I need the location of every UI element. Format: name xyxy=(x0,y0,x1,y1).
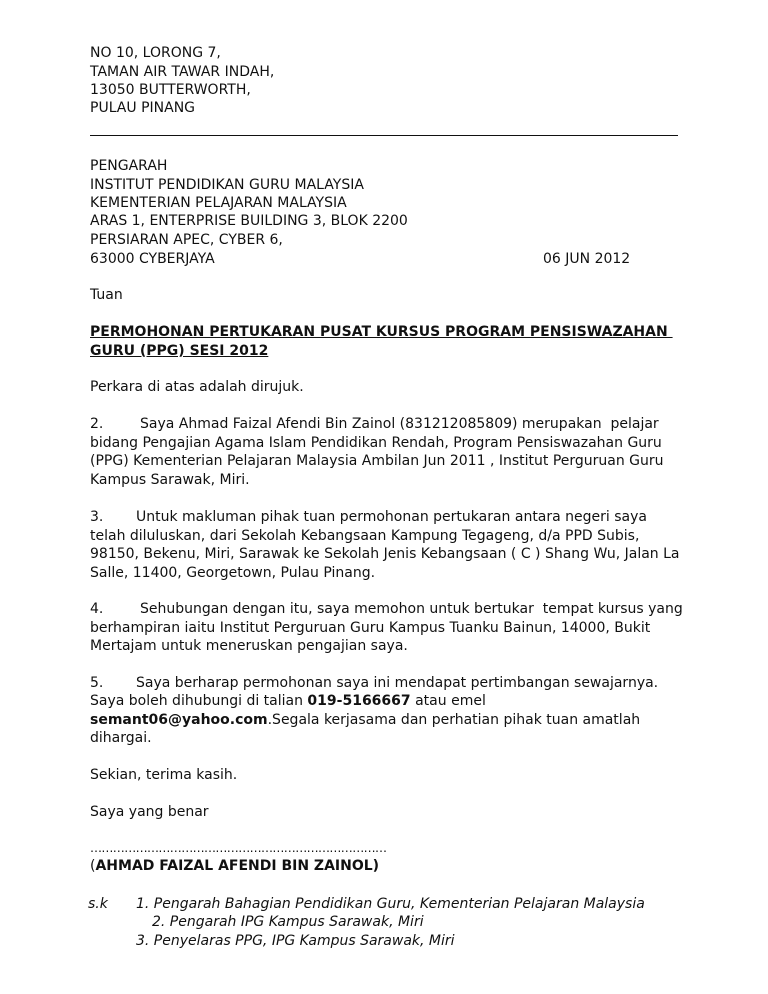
para-3-line-1 xyxy=(90,508,647,526)
sender-address-line-2: TAMAN AIR TAWAR INDAH, xyxy=(90,64,275,80)
cc-label: s.k xyxy=(88,896,108,912)
para-5-closing-text: .Segala kerjasama dan perhatian pihak tuan amatlah xyxy=(267,712,641,728)
para-5-line-2 xyxy=(90,692,486,710)
recipient-line-3: KEMENTERIAN PELAJARAN MALAYSIA xyxy=(90,195,347,211)
para-2-line-4: Kampus Sarawak, Miri. xyxy=(90,472,250,488)
cc-item-1: 1. Pengarah Bahagian Pendidikan Guru, Kementerian Pelajaran Malaysia xyxy=(136,896,645,912)
para-5-contact-text: Saya boleh dihubungi di talian xyxy=(90,693,308,709)
para-4-line-3: Mertajam untuk meneruskan pengajian saya. xyxy=(90,638,408,654)
subject-line-2: GURU (PPG) SESI 2012 xyxy=(90,343,269,359)
para-5-line-1 xyxy=(90,674,658,692)
reference-line: Perkara di atas adalah dirujuk. xyxy=(90,379,304,395)
recipient-line-4: ARAS 1, ENTERPRISE BUILDING 3, BLOK 2200 xyxy=(90,213,408,229)
recipient-line-6: 63000 CYBERJAYA xyxy=(90,251,215,267)
sender-address-line-4: PULAU PINANG xyxy=(90,100,196,116)
header-divider xyxy=(90,135,678,136)
recipient-line-2: INSTITUT PENDIDIKAN GURU MALAYSIA xyxy=(90,177,364,193)
para-2-line-2: bidang Pengajian Agama Islam Pendidikan Rendah, Program Pensiswazahan Guru xyxy=(90,435,662,451)
para-5-text: Saya berharap permohonan saya ini mendapat pertimbangan sewajarnya. xyxy=(136,675,659,691)
para-4-line-1 xyxy=(90,600,683,618)
signatory-name-line xyxy=(90,857,379,875)
para-4-text: Sehubungan dengan itu, saya memohon untuk bertukar tempat kursus yang xyxy=(140,601,683,617)
para-2-text: Saya Ahmad Faizal Afendi Bin Zainol (831212085809) merupakan pelajar xyxy=(140,416,659,432)
para-2-number: 2. xyxy=(90,416,104,432)
cc-item-2: 2. Pengarah IPG Kampus Sarawak, Miri xyxy=(152,914,424,930)
subject-line-1: PERMOHONAN PERTUKARAN PUSAT KURSUS PROGRAM PENSISWAZAHAN xyxy=(90,324,673,340)
letter-date: 06 JUN 2012 xyxy=(543,251,631,267)
para-5-email-lead: atau emel xyxy=(410,693,486,709)
para-2-line-1 xyxy=(90,415,659,433)
signature-line: …………………………………………………………………… xyxy=(90,841,387,855)
closing-sincerely: Saya yang benar xyxy=(90,804,209,820)
sender-address-line-1: NO 10, LORONG 7, xyxy=(90,45,221,61)
para-3-line-2: telah diluluskan, dari Sekolah Kebangsaan Kampung Tegageng, d/a PPD Subis, xyxy=(90,528,640,544)
para-3-line-4: Salle, 11400, Georgetown, Pulau Pinang. xyxy=(90,565,376,581)
cc-item-3: 3. Penyelaras PPG, IPG Kampus Sarawak, Miri xyxy=(136,933,455,949)
para-4-number: 4. xyxy=(90,601,104,617)
phone-number: 019-5166667 xyxy=(307,693,411,709)
para-3-line-3: 98150, Bekenu, Miri, Sarawak ke Sekolah Jenis Kebangsaan ( C ) Shang Wu, Jalan La xyxy=(90,546,680,562)
recipient-line-1: PENGARAH xyxy=(90,158,168,174)
closing-thanks: Sekian, terima kasih. xyxy=(90,767,238,783)
sender-address-line-3: 13050 BUTTERWORTH, xyxy=(90,82,251,98)
para-3-text: Untuk makluman pihak tuan permohonan pertukaran antara negeri saya xyxy=(136,509,647,525)
signatory-name: AHMAD FAIZAL AFENDI BIN ZAINOL) xyxy=(95,858,380,874)
recipient-line-5: PERSIARAN APEC, CYBER 6, xyxy=(90,232,283,248)
para-3-number: 3. xyxy=(90,509,104,525)
email-address: semant06@yahoo.com xyxy=(90,712,268,728)
signatory-paren: ( xyxy=(90,858,96,874)
para-4-line-2: berhampiran iaitu Institut Perguruan Guru Kampus Tuanku Bainun, 14000, Bukit xyxy=(90,620,651,636)
para-5-line-3 xyxy=(90,711,640,729)
salutation: Tuan xyxy=(90,287,123,303)
para-5-line-4: dihargai. xyxy=(90,730,152,746)
para-5-number: 5. xyxy=(90,675,104,691)
para-2-line-3: (PPG) Kementerian Pelajaran Malaysia Ambilan Jun 2011 , Institut Perguruan Guru xyxy=(90,453,664,469)
